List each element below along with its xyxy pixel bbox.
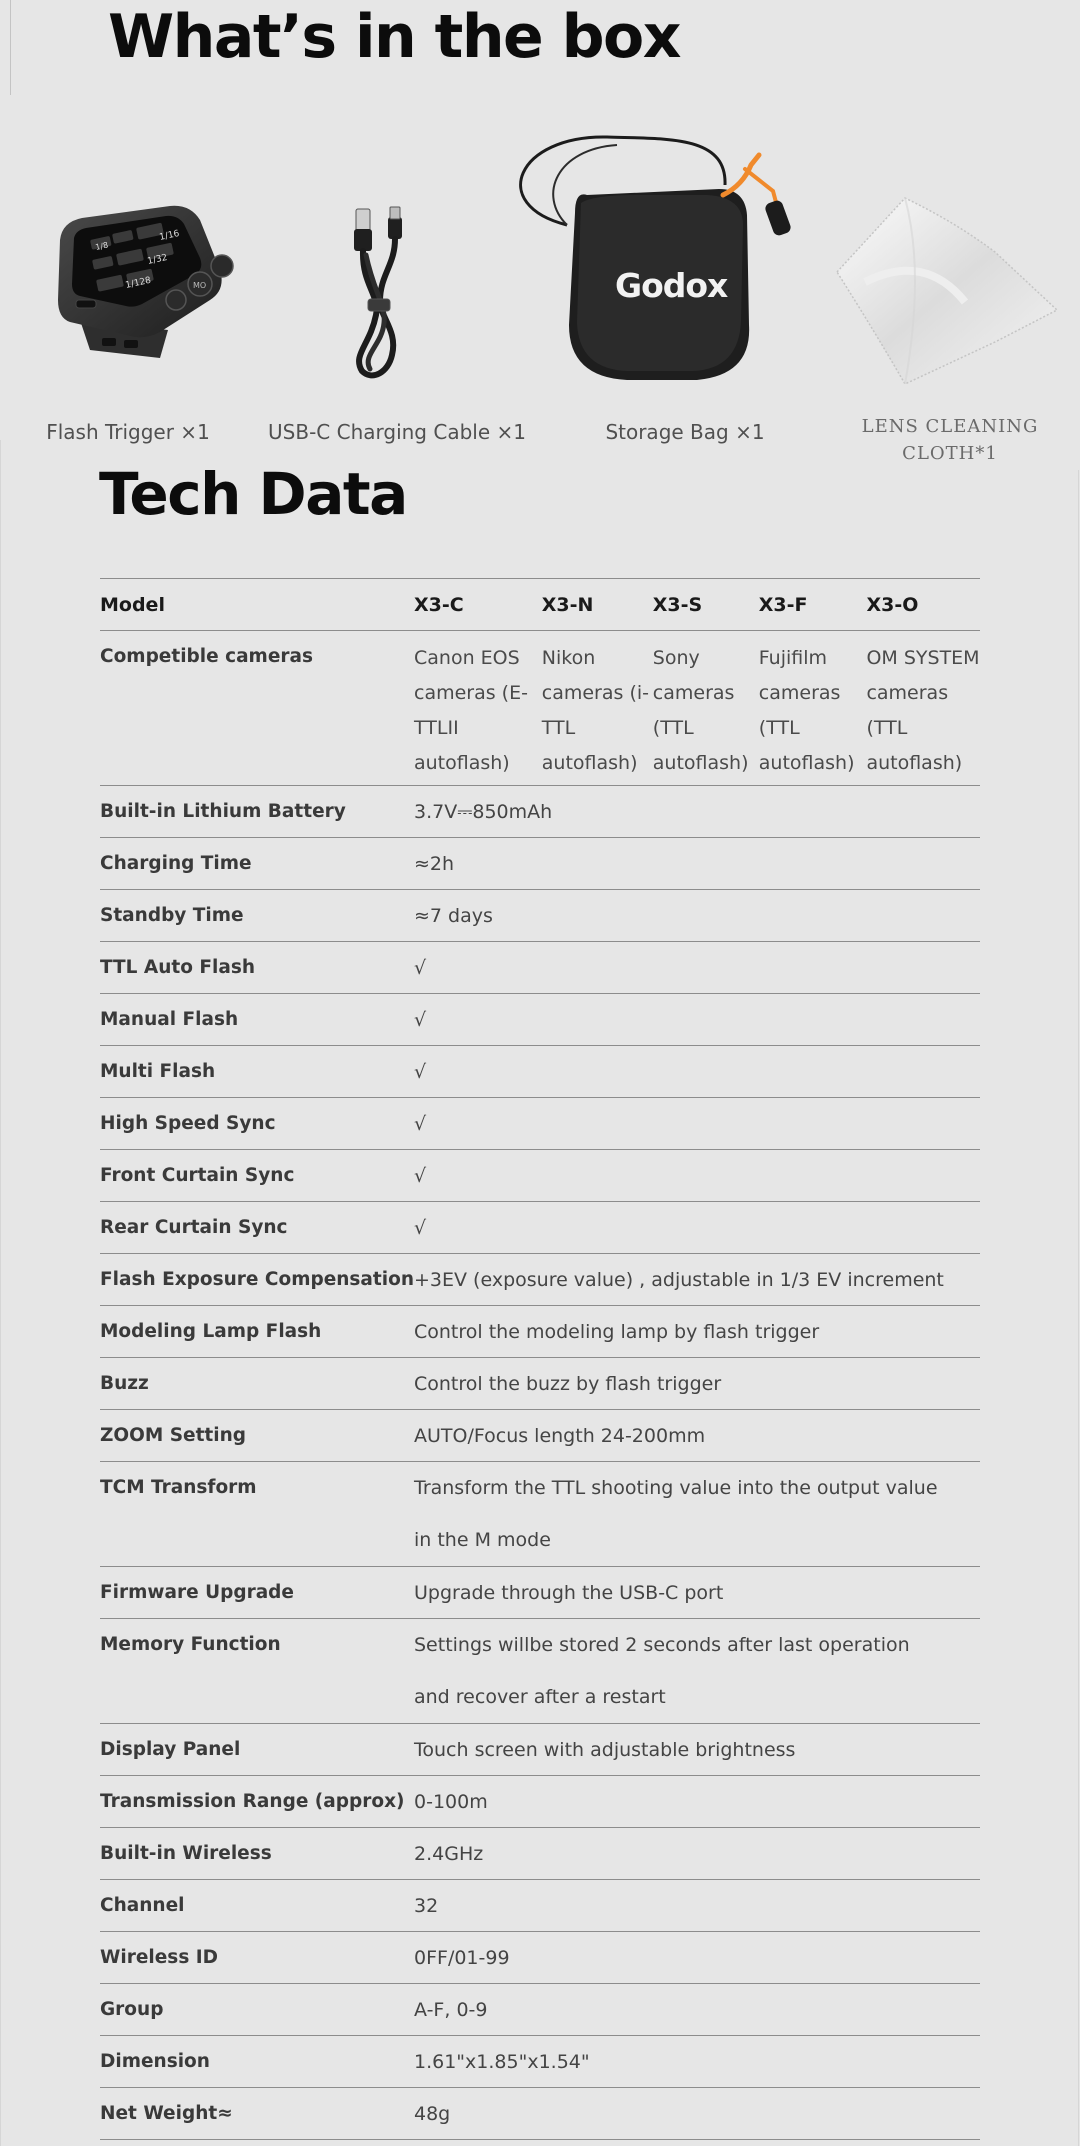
spec-label: Charging Time	[100, 838, 414, 890]
spec-label: High Speed Sync	[100, 1098, 414, 1150]
spec-value: 3.7V⎓850mAh	[414, 786, 980, 838]
table-row	[100, 631, 980, 786]
box-item-label: Flash Trigger ×1	[46, 420, 210, 444]
spec-value: 32	[414, 1880, 980, 1932]
spec-label: Firmware Upgrade	[100, 1567, 414, 1619]
spec-value: √	[414, 1202, 980, 1254]
spec-label: Competible cameras	[100, 631, 414, 786]
frame-line	[10, 0, 11, 95]
box-item-label: USB-C Charging Cable ×1	[268, 420, 526, 444]
table-row	[100, 1358, 980, 1410]
spec-value: Touch screen with adjustable brightness	[414, 1724, 980, 1776]
spec-label: Transmission Range (approx)	[100, 1776, 414, 1828]
model-cell: X3-S	[653, 579, 759, 631]
table-row	[100, 890, 980, 942]
table-row	[100, 1932, 980, 1984]
spec-label: TCM Transform	[100, 1462, 414, 1567]
tech-data-title: Tech Data	[99, 460, 407, 528]
spec-label: Rear Curtain Sync	[100, 1202, 414, 1254]
compat-cell: OM SYSTEM cameras (TTL autoflash)	[866, 631, 980, 786]
table-row	[100, 2036, 980, 2088]
spec-label: Display Panel	[100, 1724, 414, 1776]
table-row	[100, 579, 980, 631]
model-cell: X3-N	[542, 579, 653, 631]
spec-value: A-F, 0-9	[414, 1984, 980, 2036]
spec-label: Wireless ID	[100, 1932, 414, 1984]
cleaning-cloth-image	[835, 192, 1060, 392]
spec-value: Upgrade through the USB-C port	[414, 1567, 980, 1619]
spec-label: TTL Auto Flash	[100, 942, 414, 994]
table-row	[100, 1150, 980, 1202]
table-row	[100, 838, 980, 890]
svg-text:1/8: 1/8	[94, 240, 110, 252]
box-item-label: LENS CLEANING CLOTH*1	[861, 416, 1039, 464]
spec-label: Front Curtain Sync	[100, 1150, 414, 1202]
table-row	[100, 1776, 980, 1828]
table-row	[100, 1410, 980, 1462]
svg-text:MO: MO	[193, 281, 207, 290]
specs-table	[100, 578, 980, 2140]
table-row	[100, 1724, 980, 1776]
spec-label: ZOOM Setting	[100, 1410, 414, 1462]
table-row	[100, 1306, 980, 1358]
spec-value: Settings willbe stored 2 seconds after last operation and recover after a restart	[414, 1619, 980, 1724]
compat-cell: Canon EOS cameras (E-TTLII autoflash)	[414, 631, 542, 786]
model-cell: X3-O	[866, 579, 980, 631]
model-cell: X3-F	[759, 579, 867, 631]
spec-label: Multi Flash	[100, 1046, 414, 1098]
table-row	[100, 1880, 980, 1932]
compat-cell: Sony cameras (TTL autoflash)	[653, 631, 759, 786]
table-row	[100, 1046, 980, 1098]
spec-value: Control the buzz by flash trigger	[414, 1358, 980, 1410]
table-row	[100, 942, 980, 994]
compat-cell: Fujifilm cameras (TTL autoflash)	[759, 631, 867, 786]
spec-label: Modeling Lamp Flash	[100, 1306, 414, 1358]
table-row	[100, 1567, 980, 1619]
table-row	[100, 1462, 980, 1567]
spec-label: Channel	[100, 1880, 414, 1932]
spec-label: Built-in Lithium Battery	[100, 786, 414, 838]
spec-label: Standby Time	[100, 890, 414, 942]
spec-value: 0FF/01-99	[414, 1932, 980, 1984]
svg-text:Godox: Godox	[615, 266, 728, 305]
spec-value: 0-100m	[414, 1776, 980, 1828]
svg-text:1/16: 1/16	[158, 228, 181, 243]
spec-label: Memory Function	[100, 1619, 414, 1724]
model-cell: X3-C	[414, 579, 542, 631]
table-row	[100, 1098, 980, 1150]
spec-value: Transform the TTL shooting value into the output value in the M mode	[414, 1462, 980, 1567]
spec-label: Manual Flash	[100, 994, 414, 1046]
table-row	[100, 994, 980, 1046]
spec-value: ≈7 days	[414, 890, 980, 942]
spec-value: √	[414, 1150, 980, 1202]
table-row	[100, 1619, 980, 1724]
table-row	[100, 1984, 980, 2036]
spec-value: AUTO/Focus length 24-200mm	[414, 1410, 980, 1462]
spec-value: √	[414, 1098, 980, 1150]
spec-label: Group	[100, 1984, 414, 2036]
box-item-label: Storage Bag ×1	[605, 420, 765, 444]
spec-value: √	[414, 942, 980, 994]
spec-label: Dimension	[100, 2036, 414, 2088]
spec-value: √	[414, 1046, 980, 1098]
table-row	[100, 1254, 980, 1306]
spec-label: Flash Exposure Compensation	[100, 1254, 414, 1306]
spec-value: 48g	[414, 2088, 980, 2140]
spec-value: 1.61"x1.85"x1.54"	[414, 2036, 980, 2088]
spec-value: +3EV (exposure value) , adjustable in 1/3 EV increment	[414, 1254, 980, 1306]
storage-bag-image	[497, 125, 807, 385]
spec-value: ≈2h	[414, 838, 980, 890]
usb-cable-image	[340, 205, 420, 380]
table-row	[100, 786, 980, 838]
compat-cell: Nikon cameras (i-TTL autoflash)	[542, 631, 653, 786]
box-items	[0, 120, 1080, 464]
model-label: Model	[100, 579, 414, 631]
box-title: What’s in the box	[108, 2, 680, 72]
frame-line	[1078, 470, 1079, 2146]
table-row	[100, 2088, 980, 2140]
flash-trigger-image	[50, 200, 240, 360]
table-row	[100, 1828, 980, 1880]
spec-value: Control the modeling lamp by flash trigger	[414, 1306, 980, 1358]
spec-value: √	[414, 994, 980, 1046]
spec-label: Net Weight≈	[100, 2088, 414, 2140]
table-row	[100, 1202, 980, 1254]
frame-line	[0, 440, 1, 2146]
spec-label: Buzz	[100, 1358, 414, 1410]
svg-text:1/128: 1/128	[124, 275, 152, 291]
svg-text:1/32: 1/32	[146, 252, 169, 267]
spec-value: 2.4GHz	[414, 1828, 980, 1880]
spec-label: Built-in Wireless	[100, 1828, 414, 1880]
